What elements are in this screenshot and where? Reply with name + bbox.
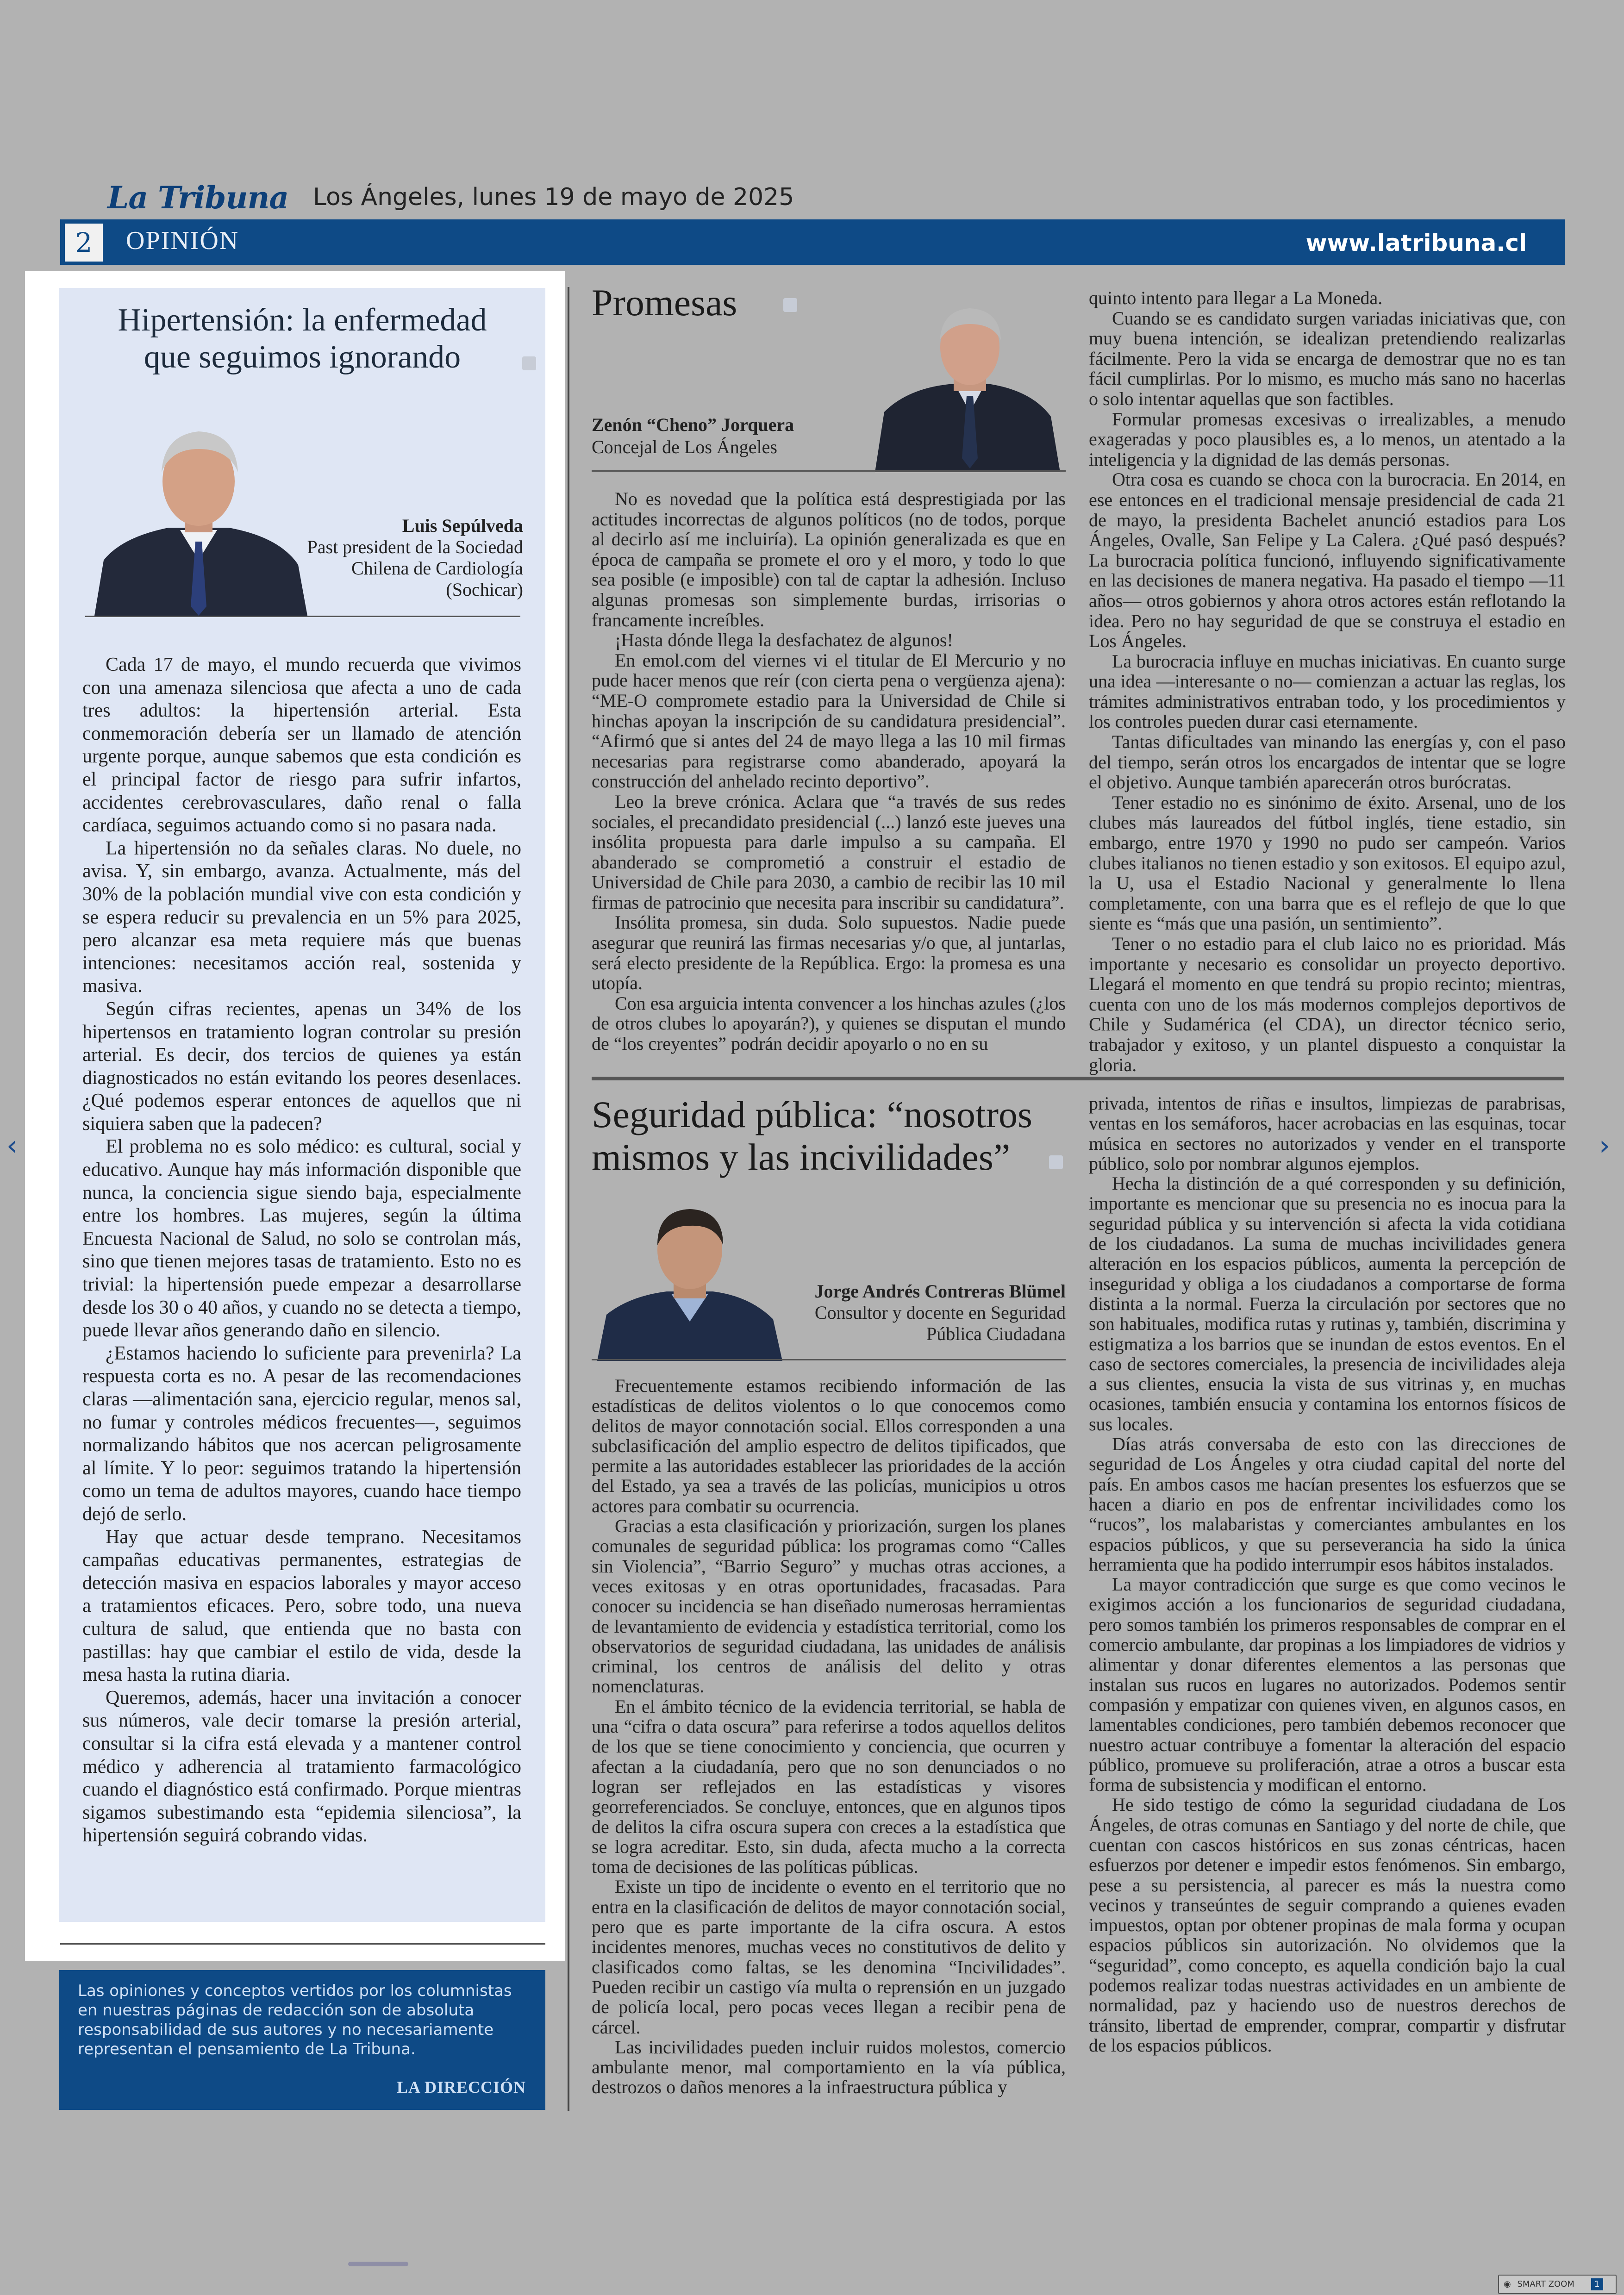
prev-page-button[interactable]: ‹: [6, 1129, 18, 1162]
left-author-role3: (Sochicar): [446, 579, 523, 600]
paragraph: Con esa arguicia intenta convencer a los hinchas azules (¿los de otros clubes lo apoyarán?), y quienes se disputan el mundo de “los creyentes” podrán decidir apoyarlo o no en su: [592, 992, 1066, 1054]
paragraph: Frecuentemente estamos recibiendo información de las estadísticas de delitos violentos o lo que conocemos como delitos de mayor connotación social. Ellos corresponden a una subclasificación del amplio espectro de delitos tipificados, que permite a las autoridades establecer las prioridades de la acción del Estado, ya sea a través de las policías, municipios u otros actores para combatir su ocurrencia.: [592, 1375, 1066, 1516]
bottom-byline-rule: [592, 1359, 1066, 1360]
top-byline-rule: [592, 470, 1066, 472]
zoom-level-badge: 1: [1591, 2278, 1603, 2290]
newspaper-logo: La Tribuna: [107, 180, 289, 216]
author-photo-contreras: [593, 1199, 787, 1361]
left-title-line1: Hipertensión: la enfermedad: [118, 302, 487, 338]
author-photo-jorquera: [870, 296, 1065, 472]
bottom-author-name: Jorge Andrés Contreras Blümel: [814, 1281, 1066, 1302]
top-article-title: Promesas: [592, 281, 737, 324]
left-author-name: Luis Sepúlveda: [402, 515, 523, 536]
bottom-title-line2: mismos y las incivilidades”: [592, 1136, 1011, 1178]
paragraph: Leo la breve crónica. Aclara que “a través de sus redes sociales, el precandidato presidencial (...) lanzó este jueves una insólita propuesta para darle impulso a su campaña. El abanderado se comprometió a construir el estadio de Universidad de Chile para 2030, a cambio de recibir las 10 mil firmas de patrocinio que necesita para inscribir su candidatura”.: [592, 791, 1066, 913]
smart-zoom-label: SMART ZOOM: [1517, 2279, 1574, 2289]
paragraph: Formular promesas excesivas o irrealizables, a menudo exageradas y poco plausibles es, a lo menos, un atentado a la inteligencia y la dignidad de las demás personas.: [1089, 408, 1566, 470]
paragraph: Tantas dificultades van minando las energías y, con el paso del tiempo, serán otros los encargados de intentar que se logre el objetivo. Aunque también aparecerán otros burócratas.: [1089, 731, 1566, 793]
author-photo-sepulveda: [85, 403, 312, 616]
paragraph: Queremos, además, hacer una invitación a conocer sus números, vale decir tomarse la presión arterial, consultar si la cifra está elevada y a mantener control médico y adherencia al tratamiento farmacológico cuando el diagnóstico está confirmado. Porque mientras sigamos subestimando esta “epidemia silenciosa”, la hipertensión seguirá cobrando vidas.: [82, 1687, 521, 1846]
next-page-button[interactable]: ›: [1599, 1129, 1610, 1162]
section-title: OPINIÓN: [126, 226, 239, 255]
top-author-name: Zenón “Cheno” Jorquera: [592, 414, 794, 435]
left-author-role2: Chilena de Cardiología: [351, 558, 523, 579]
paragraph: Según cifras recientes, apenas un 34% de los hipertensos en tratamiento logran controlar su presión arterial. Es decir, dos tercios de quienes ya están diagnosticados no están evitando los peores desenlaces. ¿Qué podemos esperar entonces de aquellos que ni siquiera saben que la padecen?: [82, 998, 521, 1135]
top-author-role: Concejal de Los Ángeles: [592, 437, 777, 457]
disclaimer-signature: LA DIRECCIÓN: [396, 2078, 526, 2096]
paragraph: Otra cosa es cuando se choca con la burocracia. En 2014, en ese entonces en el tradicional mensaje presidencial de cada 21 de mayo, la presidenta Bachelet anunció estadios para Los Ángeles, Ovalle, San Felipe y La Calera. ¿Qué pasó después? La burocracia política funcionó, influyendo significativamente en las decisiones de manera negativa. Ha pasado el tiempo —11 años— otros gobiernos y ahora otros actores están reflotando la idea. Pero no hay seguridad de que se construya el estadio en Los Ángeles.: [1089, 469, 1566, 652]
paragraph: En emol.com del viernes vi el titular de El Mercurio y no pude hacer menos que reír (con cierta pena o vergüenza ajena): “ME-O compromete estadio para la Universidad de Chile si hinchas apoyan la inscripción de su candidatura presidencial”. “Afirmó que si antes del 24 de mayo llega a las 10 mil firmas necesarias para registrarse como abanderado, apoyará la construcción del anhelado recinto deportivo”.: [592, 649, 1066, 792]
paragraph: Cada 17 de mayo, el mundo recuerda que vivimos con una amenaza silenciosa que afecta a uno de cada tres adultos: la hipertensión arterial. Esta conmemoración debería ser un llamado de atención urgente porque, aunque sabemos que esta condición es el principal factor de riesgo para sufrir infartos, accidentes cerebrovasculares, daño renal o falla cardíaca, seguimos actuando como si no pasara nada.: [82, 654, 521, 836]
paragraph: Tener estadio no es sinónimo de éxito. Arsenal, uno de los clubes más laureados del fútbol inglés, tiene estadio, sin embargo, entre 1970 y 1990 no pudo ser campeón. Varios clubes italianos no tienen estadio y son exitosos. El equipo azul, la U, usa el Estadio Nacional y generalmente lo llena completamente, con una barra que es el reflejo de que lo que siente es “más que una pasión, un sentimiento”.: [1089, 792, 1566, 934]
paragraph: El problema no es solo médico: es cultural, social y educativo. Aunque hay más información disponible que nunca, la conciencia sigue siendo baja, especialmente entre los hombres. Las mujeres, según la última Encuesta Nacional de Salud, no solo se controlan más, sino que tienen mejores tasas de tratamiento. Esto no es trivial: la hipertensión puede empezar a desarrollarse desde los 30 o 40 años, y cuando no se detecta a tiempo, puede llevar años generando daño en silencio.: [82, 1136, 521, 1341]
paragraph: He sido testigo de cómo la seguridad ciudadana de Los Ángeles, de otras comunas en Santiago y del norte de chile, que cuentan con cascos históricos en sus zonas céntricas, hacen esfuerzos por detener e impedir estos fenómenos. Sin embargo, pese a su persistencia, al parecer es más la nuestra como vecinos y transeúntes de seguir comprando a quienes evaden impuestos, optan por obtener propinas de mala forma y ocupan espacios públicos sin autorización. No olvidemos que la “seguridad”, como concepto, es aquella condición bajo la cual podemos realizar todas nuestras actividades en un ambiente de normalidad, paz y haciendo uso de nuestros derechos de tránsito, libertad de emprender, comprar, compartir y disfrutar de los espacios públicos.: [1089, 1794, 1566, 2056]
paragraph: Hecha la distinción de a qué corresponden y su definición, importante es mencionar que su presencia no es inocua para la seguridad pública y su intervención si afecta la vida cotidiana de los ciudadanos. La suma de muchas incivilidades genera alteración en los espacios públicos, aumenta la percepción de inseguridad y obliga a los ciudadanos a comportarse de forma distinta a la normal. Fuerza la circulación por sectores que no son habituales, modifica rutas y rutinas y, también, discrimina y estigmatiza a los barrios que se inundan de estos eventos. En el caso de sectores comerciales, la presencia de incivilidades aleja a sus clientes, ensucia la vista de sus vitrinas y, en muchas ocasiones, también ensucia y contamina los entornos físicos de sus locales.: [1089, 1173, 1566, 1434]
eye-icon: ◉: [1504, 2279, 1511, 2289]
paragraph: Hay que actuar desde temprano. Necesitamos campañas educativas permanentes, estrategias de detección masiva en espacios laborales y mayor acceso a tratamientos eficaces. Pero, sobre todo, una nueva cultura de salud, que entienda que no basta con pastillas: hay que cambiar el estilo de vida, desde la mesa hasta la rutina diaria.: [82, 1526, 521, 1686]
paragraph: ¡Hasta dónde llega la desfachatez de algunos!: [615, 630, 953, 651]
article-note-icon[interactable]: [522, 356, 536, 370]
paragraph: privada, intentos de riñas e insultos, limpiezas de parabrisas, ventas en los semáforos, hacer acrobacias en las esquinas, tocar música en sectores no autorizados y vender en el transporte público, solo por nombrar algunos ejemplos.: [1089, 1093, 1566, 1174]
top-article-col1: [592, 489, 1066, 1054]
paragraph: Gracias a esta clasificación y priorización, surgen los planes comunales de seguridad pública: los programas como “Calles sin Violencia”, “Barrio Seguro” y muchas otras acciones, a veces exitosas y en otras oportunidades, fracasadas. Para conocer su incidencia se han diseñado numerosas herramientas de levantamiento de evidencia y estadística territorial, como los observatorios de seguridad ciudadana, las unidades de análisis criminal, los centros de análisis del delito y otras nomenclaturas.: [592, 1515, 1066, 1697]
paragraph: Tener o no estadio para el club laico no es prioridad. Más importante y necesario es consolidar un proyecto deportivo. Llegará el momento en que tendrá su propio recinto; mientras, cuenta con uno de los más modernos complejos deportivos de Chile y Sudamérica (el CDA), un director técnico serio, trabajador y exitoso, y un plantel dispuesto a conquistar la gloria.: [1089, 933, 1566, 1075]
paragraph: Insólita promesa, sin duda. Solo supuestos. Nadie puede asegurar que reunirá las firmas necesarias y/o que, al juntarlas, será electo presidente de la República. Ergo: la promesa es una utopía.: [592, 912, 1066, 994]
column-divider: [568, 287, 569, 2111]
bottom-title-line1: Seguridad pública: “nosotros: [592, 1093, 1032, 1135]
bottom-author-role1: Consultor y docente en Seguridad: [814, 1302, 1066, 1323]
article-note-icon[interactable]: [1049, 1155, 1063, 1169]
paragraph: La burocracia influye en muchas iniciativas. En cuanto surge una idea —interesante o no— comienzan a actuar las reglas, los trámites administrativos entraban todo, y los procedimientos y los controles pueden durar casi eternamente.: [1089, 650, 1566, 732]
bottom-article-title: [592, 1093, 1032, 1179]
page-scroll-indicator[interactable]: [348, 2262, 408, 2266]
paragraph: No es novedad que la política está desprestigiada por las actitudes incorrectas de algunos políticos (no de todos, porque al decirlo así me incluiría). La opinión generalizada es que en época de campaña se promete el oro y el moro, y todo lo que sea posible (e imposible) con tal de captar la adhesión. Incluso algunas promesas son simplemente burdas, irrisorias o francamente increíbles.: [592, 488, 1066, 630]
paragraph: La hipertensión no da señales claras. No duele, no avisa. Y, sin embargo, avanza. Actualmente, más del 30% de la población mundial vive con esta condición y se espera reducir su prevalencia en un 5% para 2025, pero alcanzar esa meta requiere más que buenas intenciones: necesitamos acción real, sostenida y masiva.: [82, 837, 521, 997]
paragraph: Las incivilidades pueden incluir ruidos molestos, comercio ambulante menor, mal comportamiento en la vía pública, destrozos o daños menores a la infraestructura pública y: [592, 2036, 1066, 2098]
left-article-body: [82, 654, 521, 1847]
top-article-col2: [1089, 288, 1566, 1075]
paragraph: Días atrás conversaba de esto con las direcciones de seguridad de Los Ángeles y otra ciudad capital del norte del país. En ambos casos me hacían presentes los esfuerzos que se hacen a diario en pos de enfrentar incivilidades como los “rucos”, los malabaristas y comerciantes ambulantes en los espacios públicos, y que su perseverancia ha sido la única herramienta que ha podido interrumpir esos hábitos instalados.: [1089, 1434, 1566, 1575]
article-note-icon[interactable]: [783, 298, 797, 312]
paragraph: Existe un tipo de incidente o evento en el territorio que no entra en la clasificación de delitos de mayor connotación social, pero que es parte importante de la cifra oscura. A estos incidentes menores, muchas veces no constitutivos de delito y clasificados como faltas, se les denomina “Incivilidades”. Pueden recibir un castigo vía multa o reprensión en un juzgado de policía local, pero pocas veces llegan a recibir pena de cárcel.: [592, 1876, 1066, 2038]
smart-zoom-button[interactable]: [1498, 2275, 1617, 2294]
issue-date: Los Ángeles, lunes 19 de mayo de 2025: [313, 183, 794, 211]
article-separator: [592, 1077, 1564, 1080]
disclaimer-text: Las opiniones y conceptos vertidos por los columnistas en nuestras páginas de redacción son de absoluta responsabilidad de sus autores y no necesariamente representan el pensamiento de La Tribuna.: [78, 1982, 512, 2058]
paragraph: Cuando se es candidato surgen variadas iniciativas que, con muy buena intención, se idealizan pretendiendo realizarlas fácilmente. Pero la vida se encarga de demostrar que no es tan fácil cumplirlas. Por lo mismo, es mucho más sano no hacerlas o solo intentar aquellas que son factibles.: [1089, 307, 1566, 409]
website-link[interactable]: www.latribuna.cl: [1305, 230, 1527, 256]
left-article-title: [69, 302, 535, 376]
left-byline-rule: [85, 616, 520, 617]
paragraph: quinto intento para llegar a La Moneda.: [1089, 287, 1383, 308]
left-bottom-rule: [60, 1943, 545, 1945]
bottom-article-col1: [592, 1376, 1066, 2097]
left-title-line2: que seguimos ignorando: [144, 339, 461, 375]
left-author-role1: Past president de la Sociedad: [307, 536, 523, 557]
paragraph: En el ámbito técnico de la evidencia territorial, se habla de una “cifra o data oscura” para referirse a todos aquellos delitos de los que se tiene conocimiento y conciencia, que ocurren y afectan a la ciudadanía, pero que no son denunciados o no logran ser reflejados en las estadísticas y visores georreferenciados. Se concluye, entonces, que en algunos tipos de delitos la cifra oscura supera con creces a la estadística que se logra acreditar. Esto, sin duda, afecta mucho a la correcta toma de decisiones de las políticas públicas.: [592, 1696, 1066, 1877]
paragraph: La mayor contradicción que surge es que como vecinos le exigimos acción a los funcionarios de seguridad ciudadana, pero somos también los primeros responsables de comprar en el comercio ambulante, dar propinas a los limpiadores de vidrios y alimentar y donar diferentes elementos a las personas que instalan sus rucos en lugares no autorizados. Podemos sentir compasión y empatizar con quienes viven, en algunos casos, en lamentables condiciones, pero también debemos reconocer que nuestro actuar contribuye a fomentar la alteración del espacio público, promueve su proliferación, atrae a otros a buscar esta forma de subsistencia y modifican el entorno.: [1089, 1574, 1566, 1796]
paragraph: ¿Estamos haciendo lo suficiente para prevenirla? La respuesta corta es no. A pesar de las recomendaciones claras —alimentación sana, ejercicio regular, menos sal, no fumar y controles médicos frecuentes—, seguimos normalizando hábitos que nos acercan peligrosamente al límite. Y lo peor: seguimos tratando la hipertensión como un tema de adultos mayores, cuando hace tiempo dejó de serlo.: [82, 1342, 521, 1525]
bottom-author-role2: Pública Ciudadana: [926, 1323, 1066, 1344]
page-number: 2: [65, 224, 103, 262]
bottom-article-col2: [1089, 1093, 1566, 2055]
